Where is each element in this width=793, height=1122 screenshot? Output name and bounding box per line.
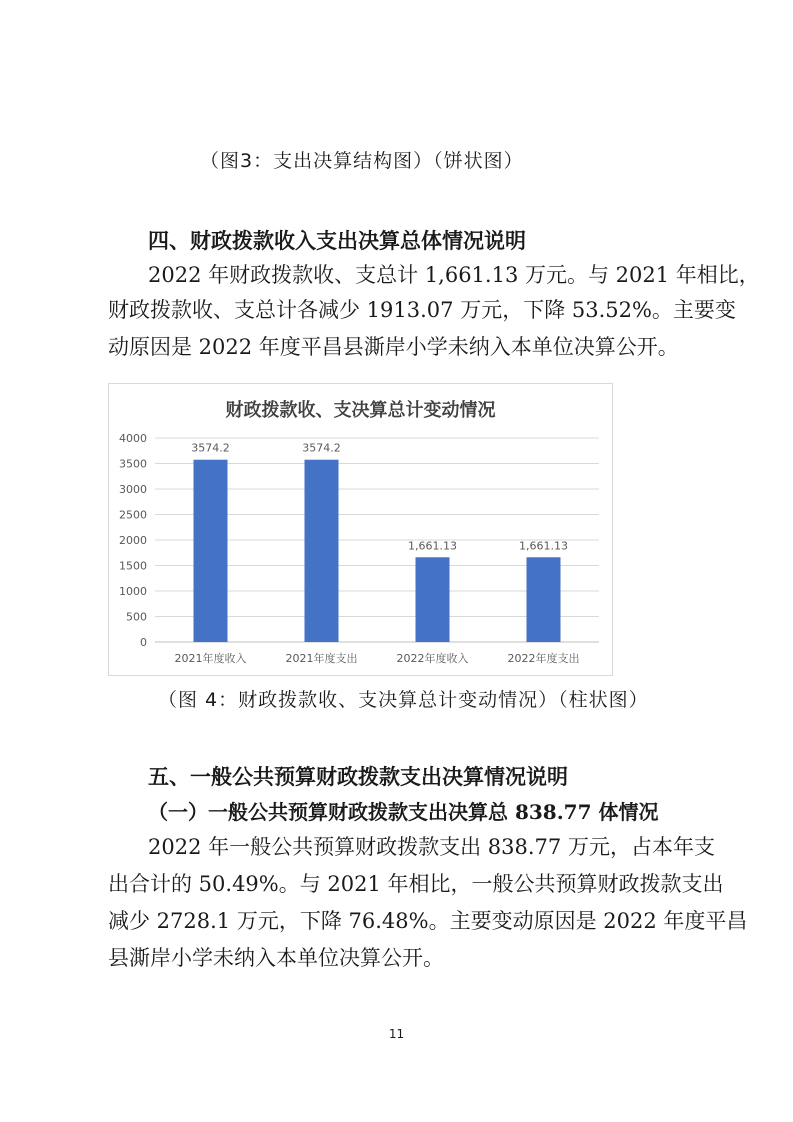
bar-chart [109,384,612,675]
y-tick-label: 2000 [119,534,147,547]
fig3-caption: （图3：支出决算结构图）（饼状图） [200,150,524,172]
section5-subheading: （一）一般公共预算财政拨款支出决算总 838.77 体情况 [148,800,659,824]
bar [305,460,339,642]
bar [416,557,450,642]
bar [194,460,228,642]
section5-para-line-4: 县澌岸小学未纳入本单位决算公开。 [108,946,444,970]
y-tick-label: 1500 [119,559,147,573]
section4-heading: 四、财政拨款收入支出决算总体情况说明 [148,229,526,253]
y-tick-label: 2500 [119,508,147,522]
data-label: 3574.2 [191,441,230,455]
data-label: 1,661.13 [519,539,568,553]
data-label: 3574.2 [302,441,341,455]
x-category-label: 2021年度支出 [285,652,358,665]
section4-para-line-2: 财政拨款收、支总计各减少 1913.07 万元，下降 53.52%。主要变 [108,298,736,322]
y-tick-label: 3500 [119,457,147,471]
section5-para-line-1: 2022 年一般公共预算财政拨款支出 838.77 万元，占本年支 [148,835,715,859]
section5-heading: 五、一般公共预算财政拨款支出决算情况说明 [148,765,568,789]
section5-para-line-3: 减少 2728.1 万元，下降 76.48%。主要变动原因是 2022 年度平昌 [108,909,748,933]
bar-chart-frame [108,383,613,676]
x-category-label: 2022年度支出 [507,652,580,665]
y-tick-label: 4000 [119,432,147,445]
y-tick-label: 3000 [119,483,147,496]
section4-para-line-1: 2022 年财政拨款收、支总计 1,661.13 万元。与 2021 年相比， [148,263,760,287]
y-tick-label: 1000 [119,585,147,598]
section5-para-line-2: 出合计的 50.49%。与 2021 年相比，一般公共预算财政拨款支出 [108,872,724,896]
x-category-label: 2021年度收入 [174,652,247,665]
fig4-caption: （图 4：财政拨款收、支决算总计变动情况）（柱状图） [158,689,649,711]
data-label: 1,661.13 [408,539,457,553]
x-category-label: 2022年度收入 [396,652,469,665]
chart-title: 财政拨款收、支决算总计变动情况 [225,400,496,421]
y-tick-label: 0 [140,636,147,649]
section4-para-line-3: 动原因是 2022 年度平昌县澌岸小学未纳入本单位决算公开。 [108,335,679,359]
y-tick-label: 500 [126,610,147,624]
bar [527,557,561,642]
page-number: 11 [388,1027,405,1041]
